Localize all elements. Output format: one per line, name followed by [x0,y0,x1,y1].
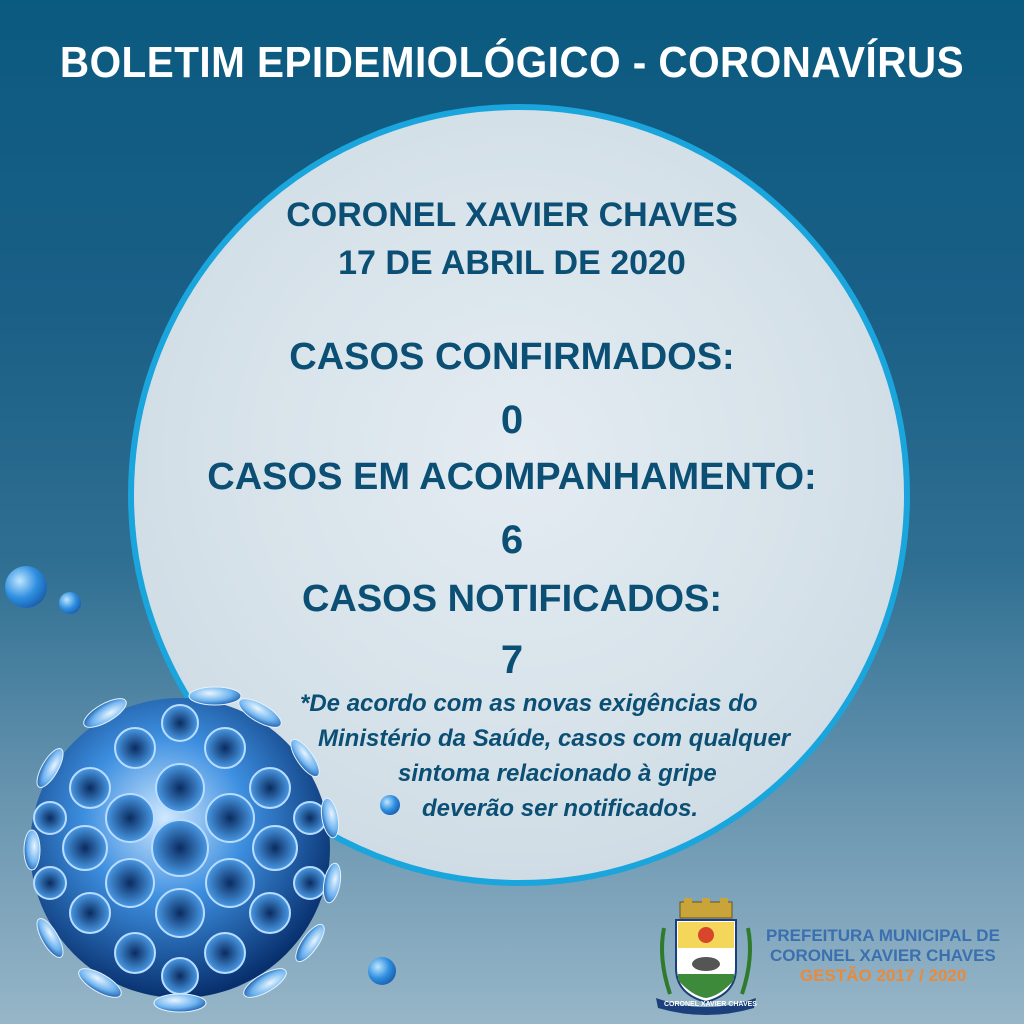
note-line-2: Ministério da Saúde, casos com qualquer [318,725,791,752]
municipal-seal-icon [650,898,762,1016]
confirmed-label: CASOS CONFIRMADOS: [289,336,735,378]
bubble-icon [368,957,396,985]
bulletin-date: 17 DE ABRIL DE 2020 [338,244,686,282]
bubble-icon [380,795,400,815]
administration-term: GESTÃO 2017 / 2020 [800,966,967,985]
notified-value: 7 [500,638,524,682]
seal-caption: CORONEL XAVIER CHAVES [664,1001,757,1008]
virus-illustration [20,678,360,1018]
city-name: CORONEL XAVIER CHAVES [286,196,738,234]
note-line-3: sintoma relacionado à gripe [398,760,717,787]
bubble-icon [5,566,47,608]
note-line-1: *De acordo com as novas exigências do [300,690,758,717]
page-title: BOLETIM EPIDEMIOLÓGICO - CORONAVÍRUS [59,38,965,87]
org-name-line-1: PREFEITURA MUNICIPAL DE [766,926,1000,945]
notified-label: CASOS NOTIFICADOS: [301,578,723,620]
org-name-line-2: CORONEL XAVIER CHAVES [770,946,996,965]
monitoring-value: 6 [500,518,524,562]
confirmed-value: 0 [500,398,524,442]
monitoring-label: CASOS EM ACOMPANHAMENTO: [207,456,817,498]
bubble-icon [59,592,81,614]
note-line-4: deverão ser notificados. [422,795,699,822]
